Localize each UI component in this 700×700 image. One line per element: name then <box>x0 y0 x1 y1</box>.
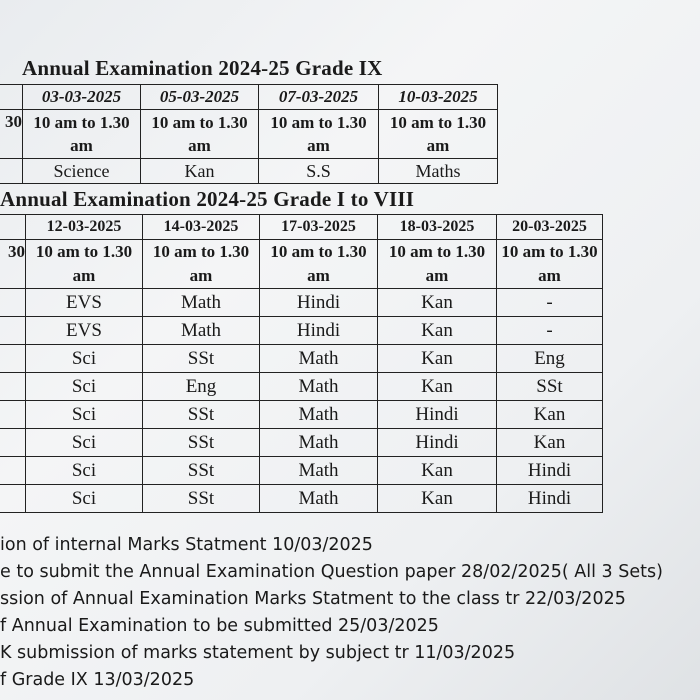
subject-cell: Kan <box>378 373 497 401</box>
note-line: K submission of marks statement by subject tr 11/03/2025 <box>0 643 516 663</box>
grade1to8-timetable <box>0 214 603 513</box>
grade9-timetable <box>0 84 498 184</box>
subject-cell <box>0 159 23 184</box>
time-line: am <box>188 136 211 155</box>
time-line: am <box>307 136 330 155</box>
time-line: 10 am to 1.30 <box>388 242 486 261</box>
time-line: am <box>425 266 449 285</box>
time-cell <box>378 240 497 289</box>
subject-cell: Sci <box>26 401 143 429</box>
subject-row <box>0 317 603 345</box>
subject-cell: SSt <box>143 457 260 485</box>
subject-row <box>0 159 498 184</box>
time-line: am <box>426 136 450 155</box>
time-cell <box>259 110 379 159</box>
time-line: am <box>70 136 93 155</box>
time-cell <box>23 110 141 159</box>
subject-cell: Hindi <box>260 289 378 317</box>
date-cell: 03-03-2025 <box>23 85 141 110</box>
subject-cell: EVS <box>26 317 143 345</box>
time-line: 10 am to 1.30 <box>501 242 598 261</box>
note-line: ssion of Annual Examination Marks Statment to the class tr 22/03/2025 <box>0 589 626 609</box>
subject-cell: Science <box>23 159 141 184</box>
note-line: e to submit the Annual Examination Question paper 28/02/2025( All 3 Sets) <box>0 562 663 582</box>
subject-cell: Maths <box>379 159 498 184</box>
subject-cell: SSt <box>143 401 260 429</box>
grade9-title: Annual Examination 2024-25 Grade IX <box>22 56 383 80</box>
date-cell: 17-03-2025 <box>260 215 378 240</box>
subject-cell <box>0 345 26 373</box>
subject-cell: Math <box>143 317 260 345</box>
subject-cell: Kan <box>378 289 497 317</box>
subject-cell: Kan <box>141 159 259 184</box>
subject-row <box>0 429 603 457</box>
note-line: f Annual Examination to be submitted 25/03/2025 <box>0 616 439 636</box>
time-line: 10 am to 1.30 <box>152 242 250 261</box>
date-cell: 07-03-2025 <box>259 85 379 110</box>
date-cell <box>0 85 23 110</box>
time-line: 10 am to 1.30 <box>35 242 133 261</box>
subject-row <box>0 485 603 513</box>
subject-cell: SSt <box>143 429 260 457</box>
subject-cell: Sci <box>26 457 143 485</box>
subject-cell: Sci <box>26 429 143 457</box>
date-cell: 10-03-2025 <box>379 85 498 110</box>
subject-row <box>0 373 603 401</box>
subject-cell: Math <box>260 373 378 401</box>
subject-row <box>0 289 603 317</box>
note-line: ion of internal Marks Statment 10/03/2025 <box>0 535 373 555</box>
notes-list <box>0 532 663 694</box>
date-cell: 14-03-2025 <box>143 215 260 240</box>
subject-cell: - <box>497 317 603 345</box>
time-row <box>0 110 498 159</box>
subject-cell: Kan <box>378 317 497 345</box>
time-line: 10 am to 1.30 <box>33 113 130 132</box>
time-cell <box>141 110 259 159</box>
date-row <box>0 215 603 240</box>
subject-cell: S.S <box>259 159 379 184</box>
subject-cell <box>0 289 26 317</box>
time-cell <box>0 110 23 159</box>
subject-cell: Math <box>260 429 378 457</box>
time-line: am <box>189 266 213 285</box>
subject-cell <box>0 429 26 457</box>
time-cell <box>143 240 260 289</box>
subject-cell <box>0 457 26 485</box>
subject-cell: Sci <box>26 345 143 373</box>
time-line: 30 <box>5 112 22 131</box>
date-row <box>0 85 498 110</box>
grade1to8-title: Annual Examination 2024-25 Grade I to VIII <box>0 187 415 211</box>
time-line: 30 <box>8 242 25 261</box>
time-cell <box>260 240 378 289</box>
time-line: 10 am to 1.30 <box>270 242 367 261</box>
subject-cell: Math <box>260 485 378 513</box>
subject-cell: Math <box>143 289 260 317</box>
time-line: am <box>307 266 330 285</box>
subject-cell: Math <box>260 401 378 429</box>
subject-row <box>0 345 603 373</box>
subject-rows <box>0 289 603 513</box>
time-line: 10 am to 1.30 <box>270 113 367 132</box>
time-line: 10 am to 1.30 <box>151 113 248 132</box>
time-cell <box>26 240 143 289</box>
subject-cell: Kan <box>378 485 497 513</box>
subject-cell: Hindi <box>378 429 497 457</box>
date-cell: 20-03-2025 <box>497 215 603 240</box>
date-cell: 05-03-2025 <box>141 85 259 110</box>
subject-cell: Eng <box>143 373 260 401</box>
date-cell <box>0 215 26 240</box>
subject-cell: Hindi <box>497 457 603 485</box>
subject-cell <box>0 373 26 401</box>
subject-row <box>0 457 603 485</box>
subject-row <box>0 401 603 429</box>
time-cell <box>0 240 26 289</box>
time-cell <box>379 110 498 159</box>
subject-cell: Hindi <box>260 317 378 345</box>
date-cell: 12-03-2025 <box>26 215 143 240</box>
subject-cell: Kan <box>378 345 497 373</box>
time-line: am <box>538 266 561 285</box>
note-line: f Grade IX 13/03/2025 <box>0 670 195 690</box>
subject-cell <box>0 401 26 429</box>
time-line: am <box>72 266 96 285</box>
subject-cell: Sci <box>26 485 143 513</box>
subject-cell: Kan <box>497 401 603 429</box>
subject-cell: Kan <box>378 457 497 485</box>
subject-cell: SSt <box>143 345 260 373</box>
subject-cell: Hindi <box>497 485 603 513</box>
subject-cell: Hindi <box>378 401 497 429</box>
subject-cell: Math <box>260 345 378 373</box>
subject-cell: SSt <box>143 485 260 513</box>
time-row <box>0 240 603 289</box>
subject-cell: Eng <box>497 345 603 373</box>
subject-cell: EVS <box>26 289 143 317</box>
subject-cell: - <box>497 289 603 317</box>
subject-cell: Kan <box>497 429 603 457</box>
time-line: 10 am to 1.30 <box>389 113 487 132</box>
subject-cell <box>0 485 26 513</box>
subject-cell: Sci <box>26 373 143 401</box>
subject-cell <box>0 317 26 345</box>
subject-cell: Math <box>260 457 378 485</box>
subject-cell: SSt <box>497 373 603 401</box>
time-cell <box>497 240 603 289</box>
date-cell: 18-03-2025 <box>378 215 497 240</box>
